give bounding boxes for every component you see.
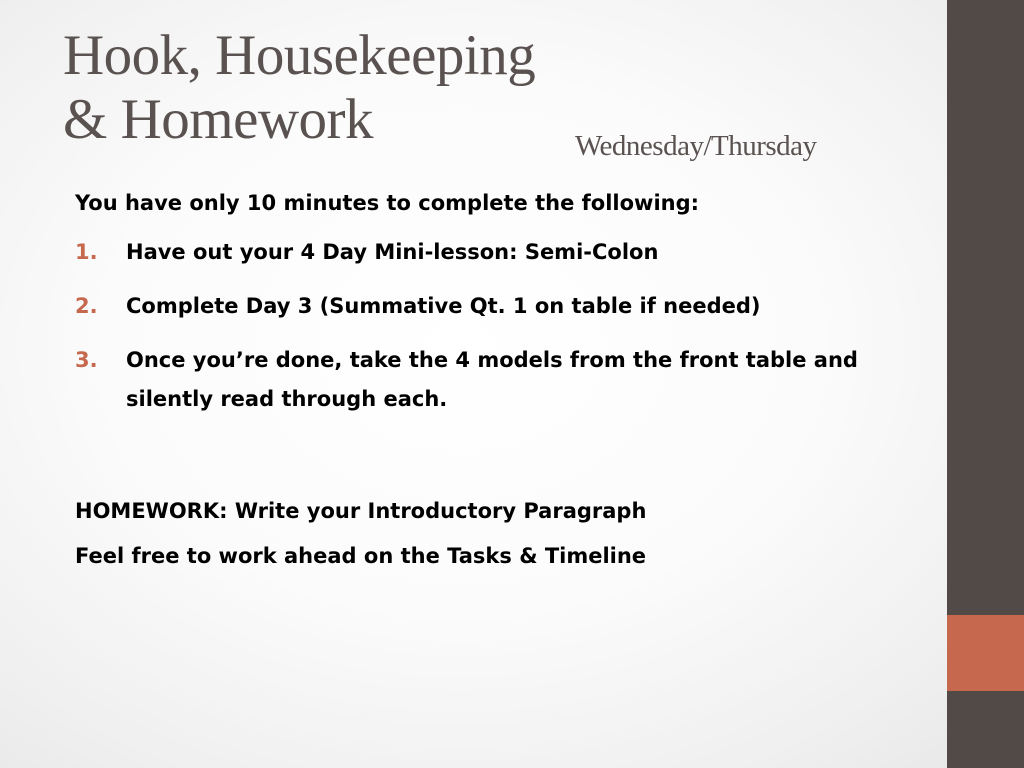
task-list — [75, 233, 905, 419]
task-number: 3. — [75, 348, 98, 372]
decorative-accent-block — [947, 615, 1024, 691]
intro-text: You have only 10 minutes to complete the following: — [75, 191, 700, 215]
title-line-2: & Homework — [63, 88, 374, 151]
task-item — [75, 341, 905, 419]
task-text: Have out your 4 Day Mini-lesson: Semi-Colon — [126, 240, 659, 264]
task-number: 2. — [75, 294, 98, 318]
homework-section — [75, 496, 905, 586]
task-text: Complete Day 3 (Summative Qt. 1 on table if needed) — [126, 294, 761, 318]
task-item — [75, 233, 905, 272]
homework-text: HOMEWORK: Write your Introductory Paragraph — [75, 499, 647, 523]
task-number: 1. — [75, 240, 98, 264]
work-ahead-text: Feel free to work ahead on the Tasks & Timeline — [75, 544, 647, 568]
title-line-1: Hook, Housekeeping — [63, 24, 536, 87]
task-text: Once you’re done, take the 4 models from the front table and silently read through each. — [126, 348, 858, 411]
task-item — [75, 287, 905, 326]
slide-body — [75, 188, 905, 434]
slide-subtitle: Wednesday/Thursday — [575, 130, 817, 162]
